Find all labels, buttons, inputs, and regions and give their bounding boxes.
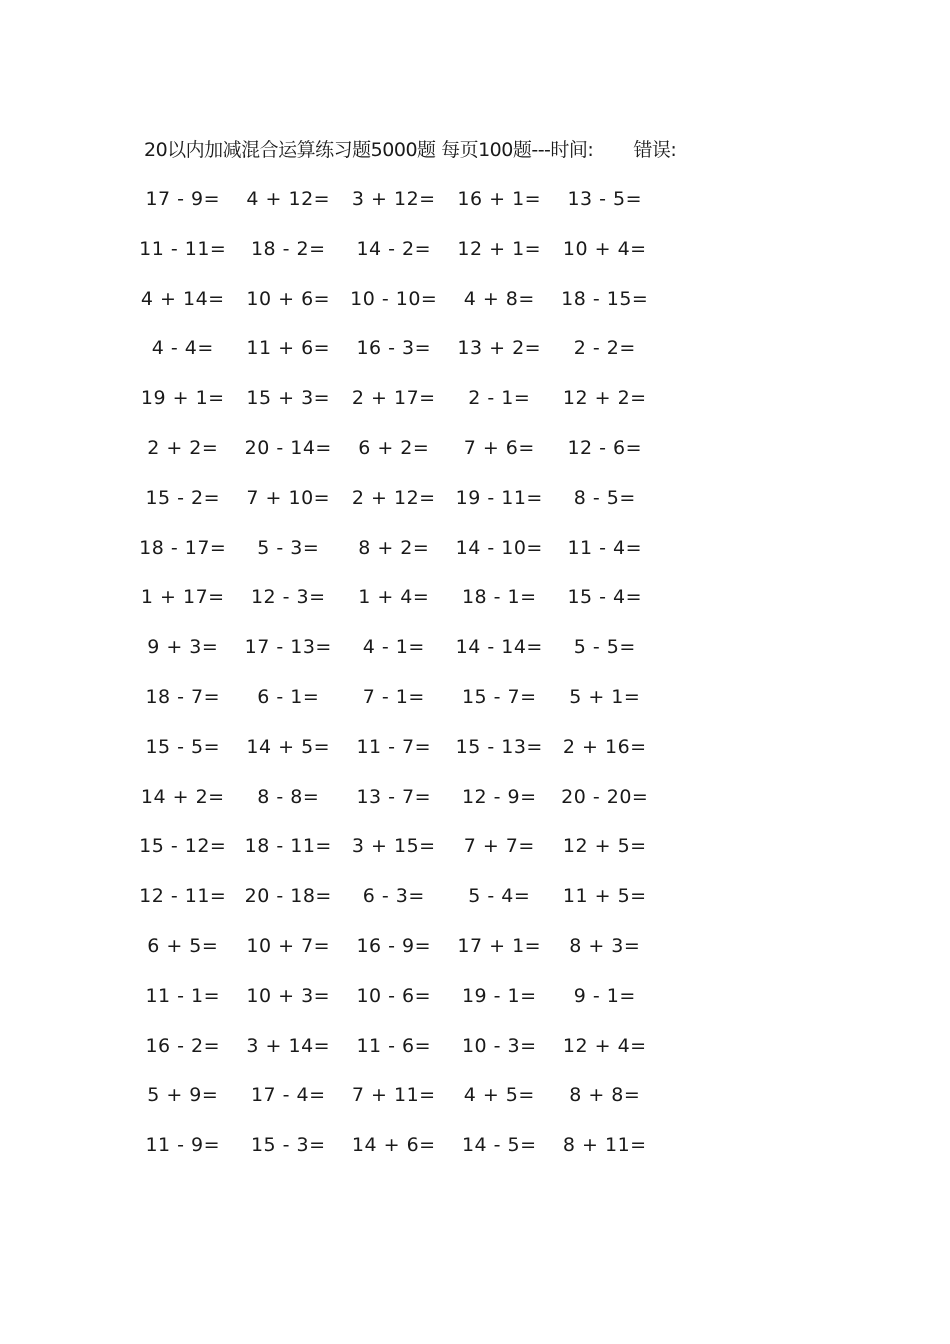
math-problem: 7 - 1= bbox=[362, 685, 425, 708]
math-problem: 10 + 6= bbox=[246, 287, 331, 310]
math-problem: 12 + 4= bbox=[562, 1034, 647, 1057]
problem-row bbox=[130, 683, 658, 733]
math-problem: 2 + 17= bbox=[351, 387, 436, 410]
math-problem: 18 - 15= bbox=[561, 287, 649, 310]
problem-row bbox=[130, 1131, 658, 1181]
math-problem: 11 - 11= bbox=[139, 237, 227, 260]
math-problem: 7 + 11= bbox=[351, 1084, 436, 1107]
math-problem: 15 - 7= bbox=[461, 685, 537, 708]
math-problem: 6 - 3= bbox=[362, 885, 425, 908]
math-problem: 20 - 20= bbox=[561, 785, 649, 808]
math-problem: 19 + 1= bbox=[140, 387, 225, 410]
problem-row bbox=[130, 932, 658, 982]
math-problem: 11 - 7= bbox=[356, 735, 432, 758]
math-problem: 8 + 11= bbox=[562, 1134, 647, 1157]
problem-row bbox=[130, 633, 658, 683]
math-problem: 15 - 5= bbox=[145, 735, 221, 758]
math-problem: 18 - 1= bbox=[461, 586, 537, 609]
math-problem: 18 - 11= bbox=[244, 835, 332, 858]
math-problem: 14 + 5= bbox=[246, 735, 331, 758]
problem-row bbox=[130, 185, 658, 235]
problem-row bbox=[130, 1081, 658, 1131]
math-problem: 18 - 17= bbox=[139, 536, 227, 559]
math-problem: 16 + 1= bbox=[457, 188, 542, 210]
math-problem: 4 + 12= bbox=[246, 188, 331, 210]
math-problem: 12 - 9= bbox=[461, 785, 537, 808]
math-problem: 15 - 12= bbox=[139, 835, 227, 858]
math-problem: 12 + 5= bbox=[562, 835, 647, 858]
math-problem: 20 - 18= bbox=[244, 885, 332, 908]
math-problem: 17 - 9= bbox=[145, 188, 221, 210]
problem-row bbox=[130, 982, 658, 1032]
math-problem: 9 - 1= bbox=[573, 984, 636, 1007]
math-problem: 9 + 3= bbox=[147, 636, 219, 659]
math-problem: 17 - 13= bbox=[244, 636, 332, 659]
math-problem: 11 - 6= bbox=[356, 1034, 432, 1057]
math-problem: 11 - 9= bbox=[145, 1134, 221, 1157]
math-problem: 12 + 1= bbox=[457, 237, 542, 260]
math-problem: 13 + 2= bbox=[457, 337, 542, 360]
math-problem: 3 + 14= bbox=[246, 1034, 331, 1057]
math-problem: 6 + 5= bbox=[147, 934, 219, 957]
math-problem: 8 + 8= bbox=[569, 1084, 641, 1107]
math-problem: 8 + 2= bbox=[358, 536, 430, 559]
math-problem: 14 + 6= bbox=[351, 1134, 436, 1157]
math-problem: 4 - 1= bbox=[362, 636, 425, 659]
problem-row bbox=[130, 384, 658, 434]
math-problem: 4 + 14= bbox=[140, 287, 225, 310]
math-problem: 15 - 2= bbox=[145, 486, 221, 509]
math-problem: 18 - 7= bbox=[145, 685, 221, 708]
math-problem: 10 - 6= bbox=[356, 984, 432, 1007]
math-problem: 13 - 5= bbox=[567, 188, 643, 210]
math-problem: 5 + 9= bbox=[147, 1084, 219, 1107]
problem-row bbox=[130, 783, 658, 833]
problem-row bbox=[130, 882, 658, 932]
math-problem: 10 + 7= bbox=[246, 934, 331, 957]
math-problem: 2 + 12= bbox=[351, 486, 436, 509]
math-problem: 15 - 4= bbox=[567, 586, 643, 609]
problem-row bbox=[130, 832, 658, 882]
problem-grid bbox=[130, 185, 658, 1181]
problem-row bbox=[130, 583, 658, 633]
math-problem: 12 + 2= bbox=[562, 387, 647, 410]
math-problem: 11 - 4= bbox=[567, 536, 643, 559]
math-problem: 5 - 4= bbox=[468, 885, 531, 908]
math-problem: 11 - 1= bbox=[145, 984, 221, 1007]
problem-row bbox=[130, 334, 658, 384]
errors-label: 错误: bbox=[633, 139, 677, 161]
math-problem: 10 + 4= bbox=[562, 237, 647, 260]
math-problem: 16 - 2= bbox=[145, 1034, 221, 1057]
math-problem: 10 - 3= bbox=[461, 1034, 537, 1057]
math-problem: 7 + 10= bbox=[246, 486, 331, 509]
problem-row bbox=[130, 235, 658, 285]
math-problem: 5 - 3= bbox=[257, 536, 320, 559]
problem-row bbox=[130, 285, 658, 335]
math-problem: 2 - 1= bbox=[468, 387, 531, 410]
math-problem: 15 - 3= bbox=[250, 1134, 326, 1157]
math-problem: 16 - 9= bbox=[356, 934, 432, 957]
math-problem: 17 + 1= bbox=[457, 934, 542, 957]
math-problem: 4 - 4= bbox=[151, 337, 214, 360]
math-problem: 11 + 6= bbox=[246, 337, 331, 360]
math-problem: 3 + 12= bbox=[351, 188, 436, 210]
math-problem: 14 - 14= bbox=[455, 636, 543, 659]
problem-row bbox=[130, 733, 658, 783]
math-problem: 1 + 17= bbox=[140, 586, 225, 609]
math-problem: 15 - 13= bbox=[455, 735, 543, 758]
math-problem: 7 + 7= bbox=[463, 835, 535, 858]
math-problem: 17 - 4= bbox=[250, 1084, 326, 1107]
problem-row bbox=[130, 434, 658, 484]
math-problem: 4 + 5= bbox=[463, 1084, 535, 1107]
math-problem: 8 + 3= bbox=[569, 934, 641, 957]
math-problem: 12 - 11= bbox=[139, 885, 227, 908]
math-problem: 19 - 1= bbox=[461, 984, 537, 1007]
title-text: 20以内加减混合运算练习题5000题 每页100题---时间: bbox=[144, 139, 594, 161]
math-problem: 16 - 3= bbox=[356, 337, 432, 360]
math-problem: 10 - 10= bbox=[350, 287, 438, 310]
math-problem: 19 - 11= bbox=[455, 486, 543, 509]
math-problem: 12 - 6= bbox=[567, 436, 643, 459]
math-problem: 14 + 2= bbox=[140, 785, 225, 808]
math-problem: 3 + 15= bbox=[351, 835, 436, 858]
math-problem: 6 + 2= bbox=[358, 436, 430, 459]
math-problem: 4 + 8= bbox=[463, 287, 535, 310]
worksheet-title bbox=[144, 136, 676, 164]
math-problem: 14 - 2= bbox=[356, 237, 432, 260]
math-problem: 5 + 1= bbox=[569, 685, 641, 708]
problem-row bbox=[130, 484, 658, 534]
math-problem: 8 - 5= bbox=[573, 486, 636, 509]
math-problem: 7 + 6= bbox=[463, 436, 535, 459]
problem-row bbox=[130, 1032, 658, 1082]
math-problem: 12 - 3= bbox=[250, 586, 326, 609]
math-problem: 20 - 14= bbox=[244, 436, 332, 459]
math-problem: 2 - 2= bbox=[573, 337, 636, 360]
math-problem: 10 + 3= bbox=[246, 984, 331, 1007]
math-problem: 15 + 3= bbox=[246, 387, 331, 410]
math-problem: 2 + 2= bbox=[147, 436, 219, 459]
math-problem: 13 - 7= bbox=[356, 785, 432, 808]
math-problem: 6 - 1= bbox=[257, 685, 320, 708]
math-problem: 1 + 4= bbox=[358, 586, 430, 609]
math-problem: 14 - 10= bbox=[455, 536, 543, 559]
math-problem: 2 + 16= bbox=[562, 735, 647, 758]
math-problem: 18 - 2= bbox=[250, 237, 326, 260]
math-problem: 5 - 5= bbox=[573, 636, 636, 659]
problem-row bbox=[130, 534, 658, 584]
math-problem: 8 - 8= bbox=[257, 785, 320, 808]
math-problem: 14 - 5= bbox=[461, 1134, 537, 1157]
math-problem: 11 + 5= bbox=[562, 885, 647, 908]
